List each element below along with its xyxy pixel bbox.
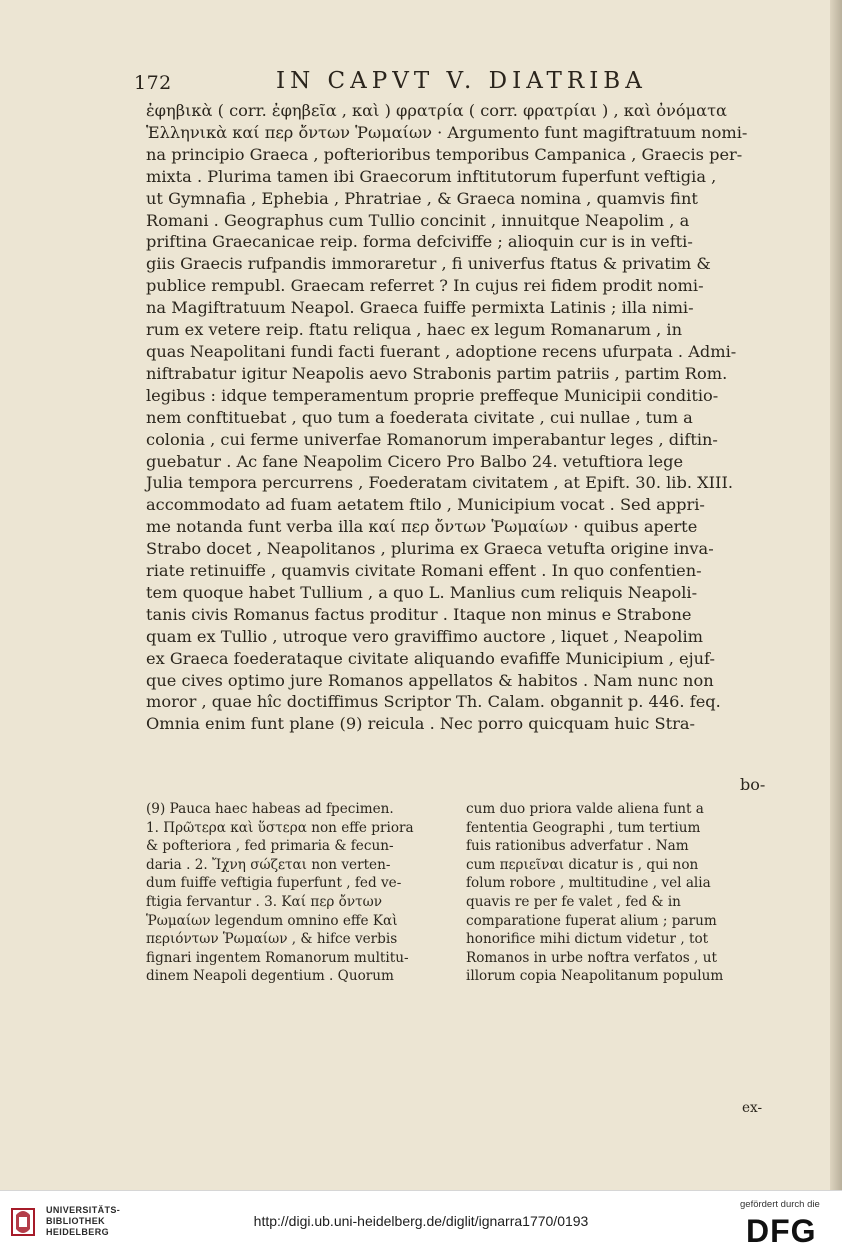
text-line: niftrabatur igitur Neapolis aevo Strabonis partim patriis , partim Rom. xyxy=(146,363,728,383)
page-spine-shadow xyxy=(830,0,842,1190)
footnote-line: comparatione fuperat alium ; parum xyxy=(466,912,717,929)
footnote-line: cum duo priora valde aliena funt a xyxy=(466,801,704,817)
footnote-line: περιόντων Ῥωμαίων , & hifce verbis xyxy=(146,931,398,948)
footnote-column-right xyxy=(466,800,768,986)
main-text-block xyxy=(146,100,768,735)
library-name-line: BIBLIOTHEK xyxy=(46,1216,105,1226)
text-line: Omnia enim funt plane (9) reicula . Nec porro quicquam huic Stra- xyxy=(146,714,695,734)
text-line: na Magiftratuum Neapol. Graeca fuiffe permixta Latinis ; illa nimi- xyxy=(146,298,694,318)
footnote-line: fuis rationibus adverfatur . Nam xyxy=(466,838,689,855)
text-line: Julia tempora percurrens , Foederatam civitatem , at Epift. 30. lib. XIII. xyxy=(146,473,733,493)
footnote-line: Romanos in urbe noftra verfatos , ut xyxy=(466,949,717,966)
text-line: Romani . Geographus cum Tullio concinit , innuitque Neapolim , a xyxy=(146,210,690,230)
footnote-line: quavis re per fe valet , fed & in xyxy=(466,893,681,910)
library-name-line: HEIDELBERG xyxy=(46,1227,110,1237)
footnote-line: dinem Neapoli degentium . Quorum xyxy=(146,968,394,985)
text-line: na principio Graeca , pofterioribus temporibus Campanica , Graecis per- xyxy=(146,144,743,164)
text-line: ἐφηβικὰ ( corr. ἐφηβεῖα , καὶ ) φρατρία ( corr. φρατρίαι ) , καὶ ὀνόματα xyxy=(146,101,727,120)
footnote-line: & pofteriora , fed primaria & fecun- xyxy=(146,838,394,855)
footnote-line: ftigia fervantur . 3. Καί περ ὄντων xyxy=(146,893,382,910)
text-line: Ἑλληνικὰ καί περ ὄντων Ῥωμαίων · Argumento funt magiftratuum nomi- xyxy=(146,122,748,142)
text-line: ut Gymnafia , Ephebia , Phratriae , & Graeca nomina , quamvis fint xyxy=(146,188,698,208)
text-line: legibus : idque temperamentum proprie preffeque Municipii conditio- xyxy=(146,385,719,405)
footnote-line: honorifice mihi dictum videtur , tot xyxy=(466,931,709,948)
dfg-logo: DFG xyxy=(746,1213,817,1249)
funding-note: gefördert durch die xyxy=(740,1199,820,1210)
footnote-line: daria . 2. Ἴχνη σώζεται non verten- xyxy=(146,856,391,873)
text-line: quam ex Tullio , utroque vero graviffimo auctore , liquet , Neapolim xyxy=(146,626,704,646)
text-line: tanis civis Romanus factus proditur . Itaque non minus e Strabone xyxy=(146,604,692,624)
footnote-line: fententia Geographi , tum tertium xyxy=(466,819,701,836)
text-line: giis Graecis rufpandis immoraretur , fi univerfus ftatus & privatim & xyxy=(146,254,711,274)
footnote-line: folum robore , multitudine , vel alia xyxy=(466,875,711,892)
text-line: accommodato ad fuam aetatem ftilo , Municipium vocat . Sed appri- xyxy=(146,495,705,515)
permalink-url[interactable]: http://digi.ub.uni-heidelberg.de/diglit/ignarra1770/0193 xyxy=(253,1213,589,1229)
footnote-line: illorum copia Neapolitanum populum xyxy=(466,968,724,985)
library-name-line: UNIVERSITÄTS- xyxy=(46,1205,121,1215)
footnote-line: dum fuiffe veftigia fuperfunt , fed ve- xyxy=(146,875,402,892)
main-catchword: bo- xyxy=(740,775,766,794)
page-number: 172 xyxy=(134,72,172,94)
text-line: ex Graeca foederataque civitate aliquando evafiffe Municipium , ejuf- xyxy=(146,648,715,668)
footnote-line: Ῥωμαίων legendum omnino effe Καὶ xyxy=(146,912,398,929)
footnote-line: cum περιεῖναι dicatur is , qui non xyxy=(466,856,699,873)
footnote-line: fignari ingentem Romanorum multitu- xyxy=(146,949,409,966)
text-line: colonia , cui ferme univerfae Romanorum imperabantur leges , diftin- xyxy=(146,429,718,449)
text-line: mixta . Plurima tamen ibi Graecorum inftitutorum fuperfunt veftigia , xyxy=(146,166,717,186)
text-line: publice rempubl. Graecam referret ? In cujus rei fidem prodit nomi- xyxy=(146,276,704,296)
text-line: que cives optimo jure Romanos appellatos & habitos . Nam nunc non xyxy=(146,670,714,690)
text-line: me notanda funt verba illa καί περ ὄντων Ῥωμαίων · quibus aperte xyxy=(146,517,698,537)
footnote-catchword: ex- xyxy=(742,1100,763,1116)
footnote-column-left xyxy=(146,800,458,986)
text-line: nem conftituebat , quo tum a foederata civitate , cui nullae , tum a xyxy=(146,407,693,427)
text-line: Strabo docet , Neapolitanos , plurima ex Graeca vetufta origine inva- xyxy=(146,539,714,559)
text-line: riate retinuiffe , quamvis civitate Romani effent . In quo confentien- xyxy=(146,561,702,581)
text-line: priftina Graecanicae reip. forma defciviffe ; alioquin cur is in vefti- xyxy=(146,232,693,252)
page-header xyxy=(134,66,774,96)
viewer-footer xyxy=(0,1190,842,1255)
footnote-line: (9) Pauca haec habeas ad fpecimen. xyxy=(146,801,394,817)
footnote-line: 1. Πρῶτερα καὶ ὕστερα non effe priora xyxy=(146,819,414,836)
text-line: guebatur . Ac fane Neapolim Cicero Pro Balbo 24. vetuftiora lege xyxy=(146,451,684,471)
running-head: IN CAPVT V. DIATRIBA xyxy=(276,68,647,94)
text-line: moror , quae hîc doctiffimus Scriptor Th. Calam. obgannit p. 446. feq. xyxy=(146,692,721,712)
text-line: quas Neapolitani fundi facti fuerant , adoptione recens ufurpata . Admi- xyxy=(146,341,737,361)
text-line: tem quoque habet Tullium , a quo L. Manlius cum reliquis Neapoli- xyxy=(146,582,698,602)
text-line: rum ex vetere reip. ftatu reliqua , haec ex legum Romanarum , in xyxy=(146,320,683,340)
